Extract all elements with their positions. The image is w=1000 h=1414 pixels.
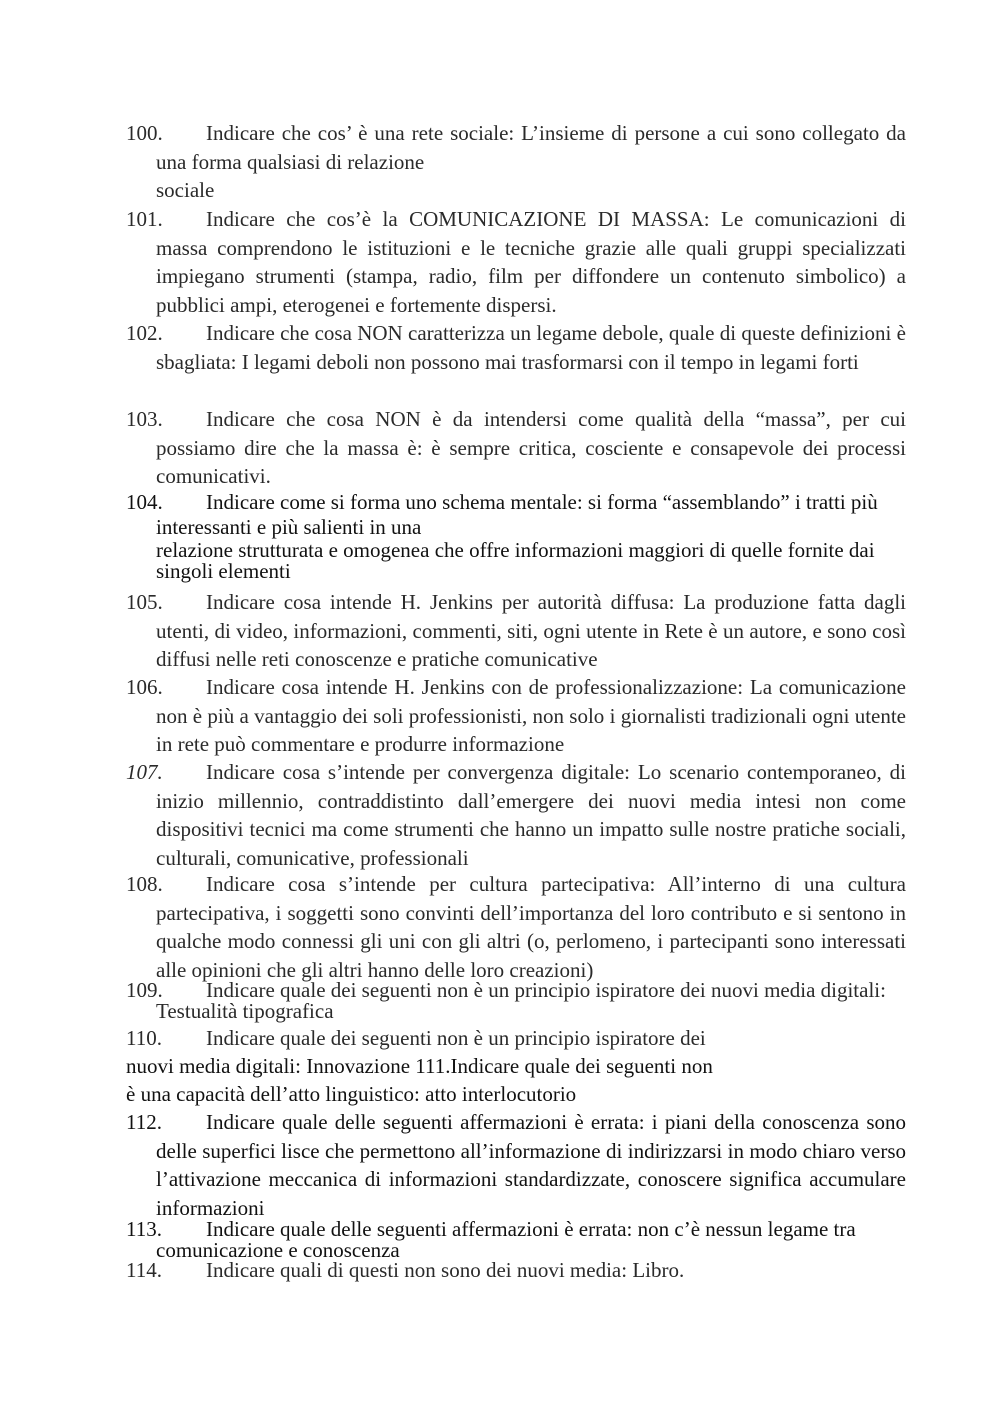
list-item: [126, 405, 906, 491]
item-text: Indicare quale dei seguenti non è un principio ispiratore dei: [206, 1026, 706, 1050]
item-text: Indicare cosa s’intende per cultura partecipativa: All’interno di una cultura partecipativa, i soggetti sono convinti dell’importanza del loro contributo e si sentono in qualche modo connessi gli uni con gli altri (o, perlomeno, i partecipanti sono interessati alle opinioni che gli altri hanno delle loro creazioni): [156, 872, 906, 982]
list-item: [126, 758, 906, 872]
list-item: [126, 1219, 918, 1261]
list-item: [126, 1256, 906, 1285]
item-number: 110.: [126, 1026, 162, 1050]
item-text: Indicare cosa intende H. Jenkins con de professionalizzazione: La comunicazione non è più a vantaggio dei soli professionisti, non solo i giornalisti tradizionali ogni utente in rete può commentare e produrre informazione: [156, 675, 906, 756]
list-item: [126, 319, 906, 376]
item-number: 113.: [126, 1217, 162, 1241]
item-number: 114.: [126, 1258, 162, 1282]
list-item: [126, 1108, 906, 1222]
item-text: Indicare cosa intende H. Jenkins per autorità diffusa: La produzione fatta dagli utenti, di video, informazioni, commenti, siti, ogni utente in Rete è un autore, e sono così diffusi nelle reti conoscenze e pratiche comunicative: [156, 590, 906, 671]
list-item: [126, 119, 906, 205]
item-text: Indicare quale delle seguenti affermazioni è errata: i piani della conoscenza sono delle superfici lisce che permettono all’informazione di indirizzarsi in modo chiaro verso l’attivazione meccanica di informazioni standardizzate, conoscere significa accumulare informazioni: [156, 1110, 906, 1220]
list-item: [126, 870, 906, 984]
list-item: [126, 205, 906, 319]
item-number: 101.: [126, 207, 163, 231]
item-text: Indicare cosa s’intende per convergenza digitale: Lo scenario contemporaneo, di inizio millennio, contraddistinto dall’emergere dei nuovi media intesi non come dispositivi tecnici ma come strumenti che hanno un impatto sulle nostre pratiche sociali, culturali, comunicative, professionali: [156, 760, 906, 870]
item-number: 105.: [126, 590, 163, 614]
item-number: 107.: [126, 760, 163, 784]
list-item-continuation: nuovi media digitali: Innovazione 111.Indicare quale dei seguenti non: [126, 1054, 713, 1078]
item-text: Indicare che cosa NON è da intendersi come qualità della “massa”, per cui possiamo dire che la massa è: è sempre critica, cosciente e consapevole dei processi comunicativi.: [156, 407, 906, 488]
item-number: 108.: [126, 872, 163, 896]
list-item: [126, 1024, 906, 1053]
item-text: Indicare quale delle seguenti affermazioni è errata: non c’è nessun legame tra comunicazione e conoscenza: [156, 1217, 856, 1262]
item-number: 100.: [126, 121, 163, 145]
list-item-continuation: è una capacità dell’atto linguistico: atto interlocutorio: [126, 1082, 577, 1106]
list-item: [126, 980, 918, 1022]
item-number: 106.: [126, 675, 163, 699]
item-number: 104.: [126, 490, 163, 514]
item-number: 103.: [126, 407, 163, 431]
item-text: Indicare come si forma uno schema mentale: si forma “assemblando” i tratti più interessanti e più salienti in una: [156, 490, 878, 539]
item-number: 109.: [126, 978, 163, 1002]
list-item: [126, 673, 906, 759]
item-text-continuation: sociale: [156, 178, 215, 202]
item-text: Indicare che cos’è la COMUNICAZIONE DI MASSA: Le comunicazioni di massa comprendono le istituzioni e le tecniche grazie alle quali gruppi specializzati impiegano strumenti (stampa, radio, film per diffondere un contenuto simbolico) a pubblici ampi, eterogenei e fortemente dispersi.: [156, 207, 906, 317]
item-text: Indicare che cos’ è una rete sociale: L’insieme di persone a cui sono collegato da una forma qualsiasi di relazione: [156, 121, 906, 174]
item-text: Indicare che cosa NON caratterizza un legame debole, quale di queste definizioni è sbagliata: I legami deboli non possono mai trasformarsi con il tempo in legami forti: [156, 321, 906, 374]
item-number: 112.: [126, 1110, 162, 1134]
item-text: Indicare quale dei seguenti non è un principio ispiratore dei nuovi media digitali: Testualità tipografica: [156, 978, 886, 1023]
list-item: [126, 490, 918, 582]
item-text-continuation: relazione strutturata e omogenea che offre informazioni maggiori di quelle fornite dai singoli elementi: [156, 538, 875, 583]
item-text: Indicare quali di questi non sono dei nuovi media: Libro.: [206, 1258, 685, 1282]
item-number: 102.: [126, 321, 163, 345]
list-item: [126, 588, 906, 674]
